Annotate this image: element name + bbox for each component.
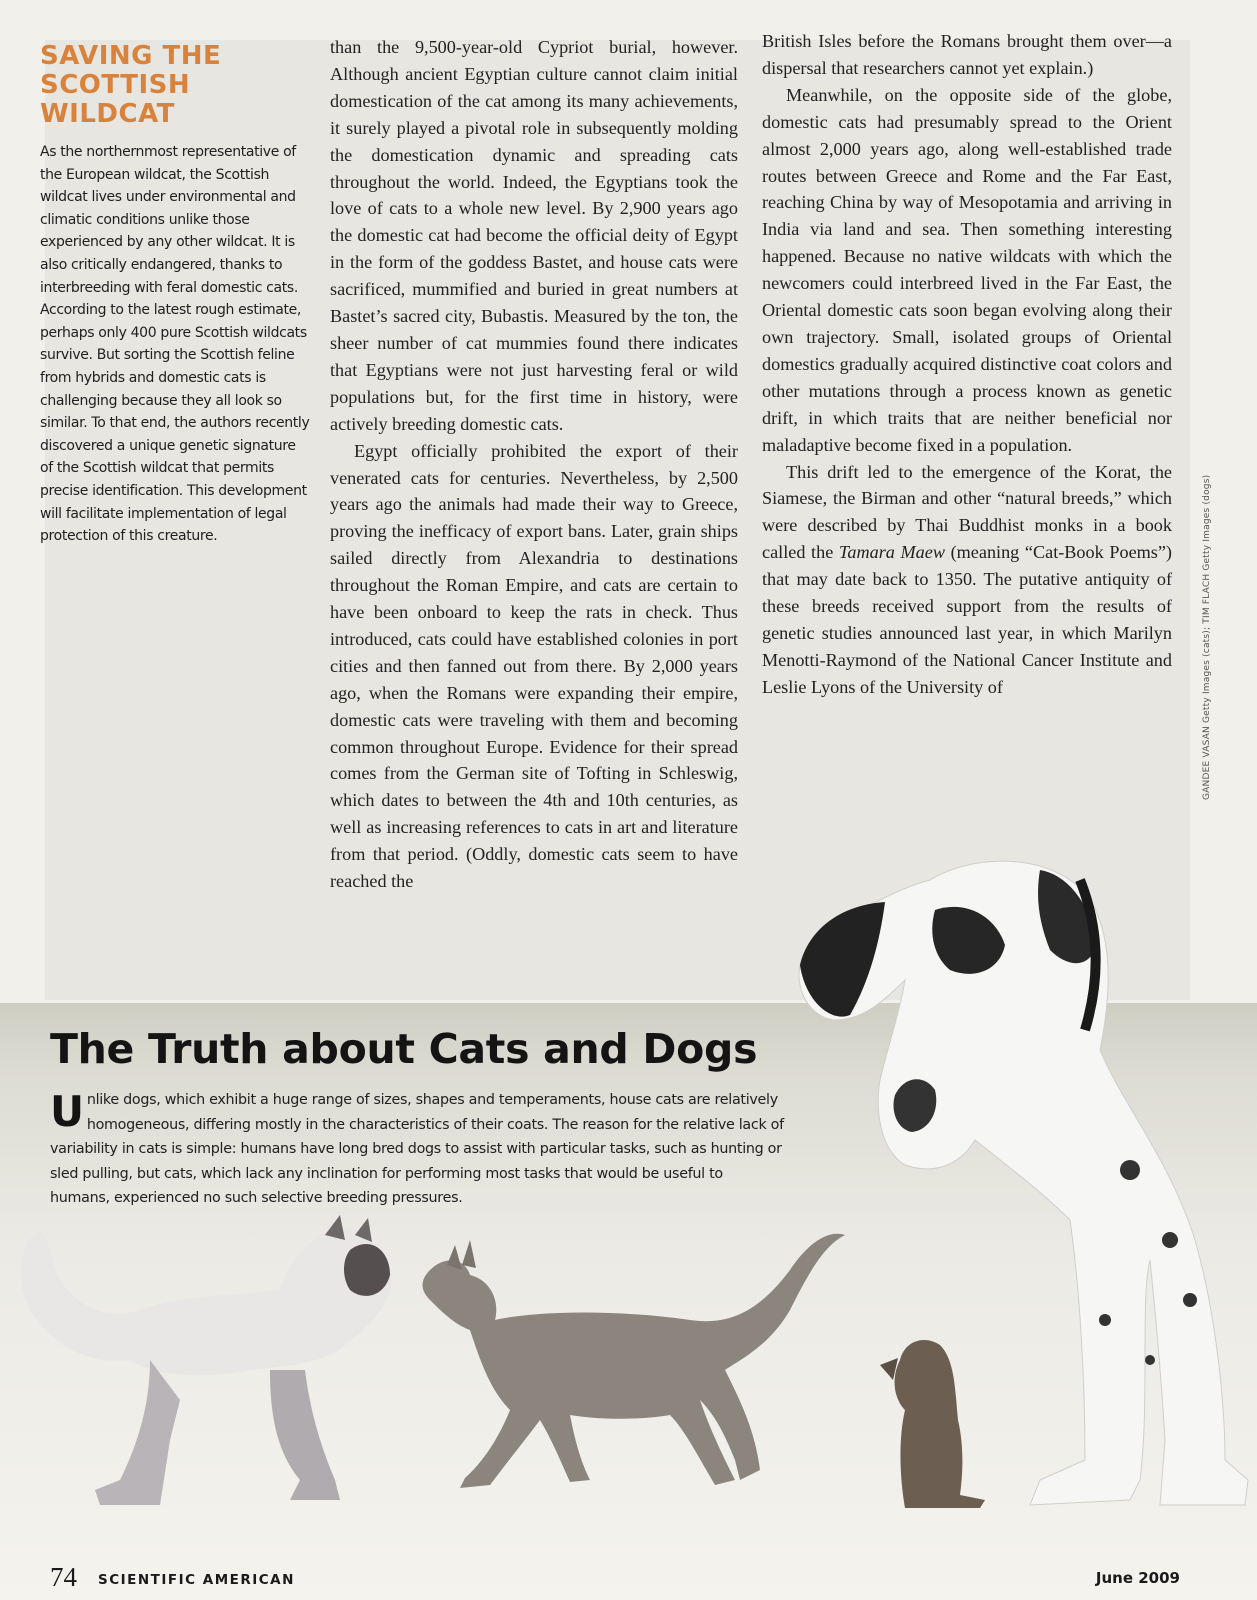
book-title: Tamara Maew xyxy=(838,542,945,563)
paragraph xyxy=(762,459,1172,701)
article-column-1 xyxy=(330,34,738,895)
sidebar-text: As the northernmost representative of the European wildcat, the Scottish wildcat lives under environmental and climatic conditions unlike those experienced by any other wildcat. It is also critically endangered, thanks to interbreeding with feral domestic cats. According to the latest rough estimate, perhaps only 400 pure Scottish wildcats survive. But sorting the Scottish feline from hybrids and domestic cats is challenging because they all look so similar. To that end, the authors recently discovered a unique genetic signature of the Scottish wildcat that permits precise identification. This development will facilitate implementation of legal protection of this creature. xyxy=(40,144,310,545)
sidebar-box xyxy=(40,42,310,548)
feature-body: nlike dogs, which exhibit a huge range of sizes, shapes and temperaments, house cats are relatively homogeneous, differing mostly in the characteristics of their coats. The reason for the relative lack of variability in cats is simple: humans have long bred dogs to assist with particular tasks, such as hunting or sled pulling, but cats, which lack any inclination for performing most tasks that would be useful to humans, experienced no such selective breeding pressures. xyxy=(50,1092,784,1206)
great-dane-illustration xyxy=(799,861,1248,1505)
paragraph-text: (meaning “Cat-Book Poems”) that may date back to 1350. The putative antiquity of these breeds received support from the results of genetic studies announced last year, in which Marilyn Menotti-Raymond of the National Cancer Institute and Leslie Lyons of the University of xyxy=(762,542,1172,697)
photo-credit: GANDEE VASAN Getty Images (cats); TIM FLACH Getty Images (dogs) xyxy=(1202,474,1212,800)
issue-date: June 2009 xyxy=(1095,1569,1180,1587)
feature-text xyxy=(50,1088,785,1211)
magazine-name: SCIENTIFIC AMERICAN xyxy=(98,1572,295,1588)
paragraph: than the 9,500-year-old Cypriot burial, however. Although ancient Egyptian culture cannot claim initial domestication of the cat among its many achievements, it surely played a pivotal role in subsequently molding the domestication dynamic and spreading cats throughout the world. Indeed, the Egyptians took the love of cats to a whole new level. By 2,900 years ago the domestic cat had become the official deity of Egypt in the form of the goddess Bastet, and house cats were sacrificed, mummified and buried in great numbers at Bastet’s sacred city, Bubastis. Measured by the ton, the sheer number of cat mummies found there indicates that Egyptians were not just harvesting feral or wild populations but, for the first time in history, were actively breeding domestic cats. xyxy=(330,37,738,434)
paragraph: Egypt officially prohibited the export of their venerated cats for centuries. Nevertheless, by 2,500 years ago the animals had made their way to Greece, proving the inefficacy of export bans. Later, grain ships sailed directly from Alexandria to destinations throughout the Roman Empire, and cats are certain to have been onboard to keep the rats in check. Thus introduced, cats could have established colonies in port cities and then fanned out from there. By 2,000 years ago, when the Romans were expanding their empire, domestic cats were traveling with them and becoming common throughout Europe. Evidence for their spread comes from the German site of Tofting in Schleswig, which dates to between the 4th and 10th centuries, as well as increasing references to cats in art and literature from that period. (Oddly, domestic cats seem to have reached the xyxy=(330,440,738,892)
drop-cap: U xyxy=(50,1087,84,1136)
sidebar-title: SAVING THE SCOTTISH WILDCAT xyxy=(40,41,222,129)
paragraph: Meanwhile, on the opposite side of the globe, domestic cats had presumably spread to the Orient almost 2,000 years ago, along well-established trade routes between Greece and Rome and the Far East, reaching China by way of Mesopotamia and arriving in India via land and sea. Then something interesting happened. Because no native wildcats with which the newcomers could interbreed lived in the Far East, the Oriental domestic cats soon began evolving along their own trajectory. Small, isolated groups of Oriental domestics gradually acquired distinctive coat colors and other mutations through a process known as genetic drift, in which traits that are neither beneficial nor maladaptive become fixed in a population. xyxy=(762,84,1172,455)
paragraph-text: This drift led to the emergence of the Korat, the Siamese, the Birman and other “natural breeds,” which were described by Thai Buddhist monks in a book called the xyxy=(762,461,1172,563)
sphynx-cat-illustration xyxy=(423,1234,846,1488)
page-footer xyxy=(50,1562,1180,1592)
page-number: 74 xyxy=(50,1562,77,1592)
paragraph: British Isles before the Romans brought them over—a dispersal that researchers cannot yet explain.) xyxy=(762,31,1172,78)
feature-title: The Truth about Cats and Dogs xyxy=(50,1025,758,1073)
himalayan-cat-illustration xyxy=(21,1215,391,1505)
article-column-2 xyxy=(762,28,1172,701)
puppy-illustration xyxy=(880,1340,985,1508)
